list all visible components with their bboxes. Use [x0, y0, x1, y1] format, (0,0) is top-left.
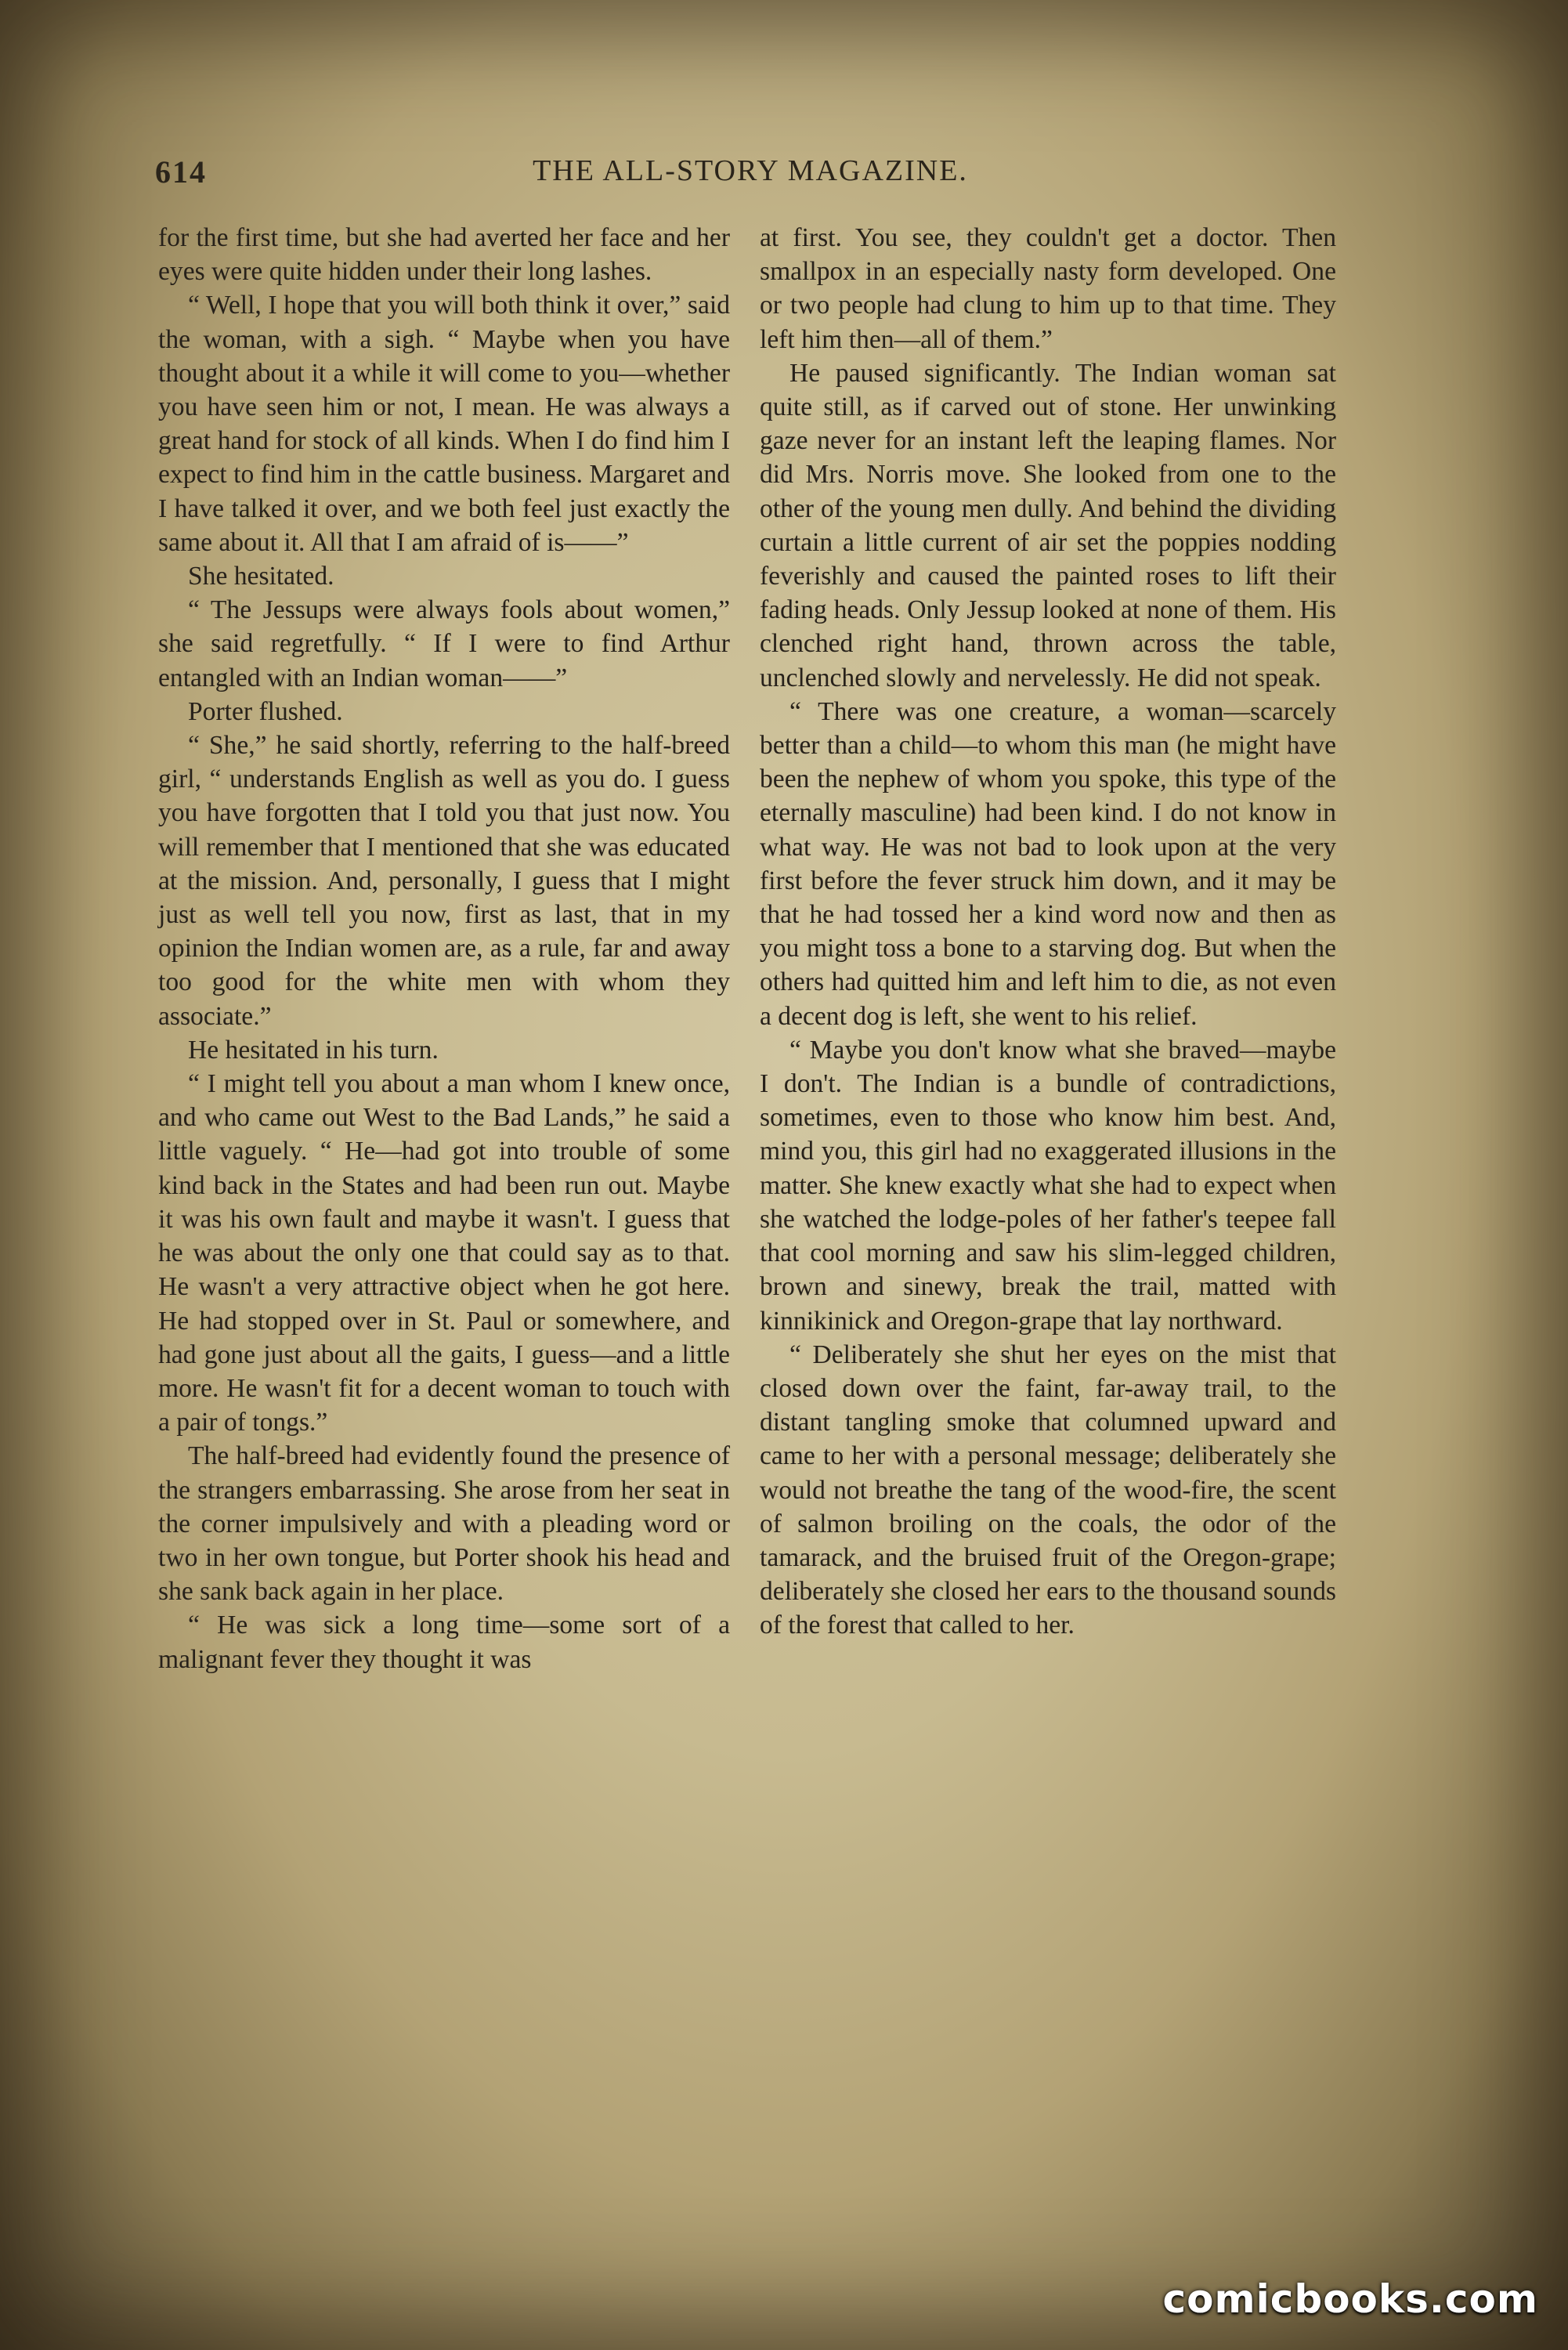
- paragraph: “ Well, I hope that you will both think it over,” said the woman, with a sigh. “ Maybe when you have thought about it a while it will come to you—whether you have seen him or not, I mean. He was always a great hand for stock of all kinds. When I do find him I expect to find him in the cattle business. Margaret and I have talked it over, and we both feel just exactly the same about it. All that I am afraid of is——”: [158, 291, 730, 557]
- paragraph: He hesitated in his turn.: [188, 1035, 439, 1065]
- running-head: THE ALL-STORY MAGAZINE.: [533, 154, 968, 187]
- watermark: comicbooks.com: [1162, 2276, 1538, 2322]
- paragraph: “ Deliberately she shut her eyes on the mist that closed down over the faint, far-away trail, to the distant tangling smoke that columned upward and came to her with a personal message; deliberately she would not breathe the tang of the wood-fire, the scent of salmon broiling on the coals, the odor of the tamarack, and the bruised fruit of the Oregon-grape; deliberately she closed her ears to the thousand sounds of the forest that called to her.: [760, 1340, 1336, 1640]
- paragraph: Porter flushed.: [188, 696, 343, 726]
- paragraph: at first. You see, they couldn't get a doctor. Then smallpox in an especially nasty form developed. One or two people had clung to him up to that time. They left him then—all of them.”: [760, 223, 1336, 354]
- paragraph: He paused significantly. The Indian woman sat quite still, as if carved out of stone. Her unwinking gaze never for an instant left the leaping flames. Nor did Mrs. Norris move. She looked from one to the other of the young men dully. And behind the dividing curtain a little current of air set the poppies nodding feverishly and caused the painted roses to lift their fading heads. Only Jessup looked at none of them. His clenched right hand, thrown across the table, unclenched slowly and nervelessly. He did not speak.: [760, 358, 1336, 692]
- paragraph: The half-breed had evidently found the presence of the strangers embarrassing. She arose from her seat in the corner impulsively and with a pleading word or two in her own tongue, but Porter shook his head and she sank back again in her place.: [158, 1441, 730, 1607]
- paragraph: “ The Jessups were always fools about women,” she said regretfully. “ If I were to find Arthur entangled with an Indian woman——”: [158, 595, 730, 692]
- paragraph: “ She,” he said shortly, referring to the half-breed girl, “ understands English as well as you do. I guess you have forgotten that I told you that just now. You will remember that I mentioned that she was educated at the mission. And, personally, I guess that I might just as well tell you now, first as last, that in my opinion the Indian women are, as a rule, far and away too good for the white men with whom they associate.”: [158, 731, 730, 1031]
- paragraph: “ There was one creature, a woman—scarcely better than a child—to whom this man (he might have been the nephew of whom you spoke, this type of the eternally masculine) had been kind. I do not know in what way. He was not bad to look upon at the very first before the fever struck him down, and it may be that he had tossed her a kind word now and then as you might toss a bone to a starving dog. But when the others had quitted him and left him to die, as not even a decent dog is left, she went to his relief.: [760, 696, 1336, 1031]
- page-header: [155, 154, 1346, 193]
- page-number: 614: [155, 154, 207, 190]
- paragraph: “ He was sick a long time—some sort of a malignant fever they thought it was: [158, 1611, 730, 1674]
- paragraph: “ Maybe you don't know what she braved—maybe I don't. The Indian is a bundle of contradictions, sometimes, even to those who know him best. And, mind you, this girl had no exaggerated illusions in the matter. She knew exactly what she had to expect when she watched the lodge-poles of her father's teepee fall that cool morning and saw his slim-legged children, brown and sinewy, break the trail, matted with kinnikinick and Oregon-grape that lay northward.: [760, 1035, 1336, 1336]
- paragraph: She hesitated.: [188, 562, 334, 591]
- right-column: [760, 221, 1336, 1643]
- left-column: [158, 221, 730, 1676]
- paragraph: “ I might tell you about a man whom I knew once, and who came out West to the Bad Lands,” he said a little vaguely. “ He—had got into trouble of some kind back in the States and had been run out. Maybe it was his own fault and maybe it wasn't. I guess that he was about the only one that could say as to that. He wasn't a very attractive object when he got here. He had stopped over in St. Paul or somewhere, and had gone just about all the gaits, I guess—and a little more. He wasn't fit for a decent woman to touch with a pair of tongs.”: [158, 1069, 730, 1437]
- paragraph: for the first time, but she had averted her face and her eyes were quite hidden under their long lashes.: [158, 223, 730, 287]
